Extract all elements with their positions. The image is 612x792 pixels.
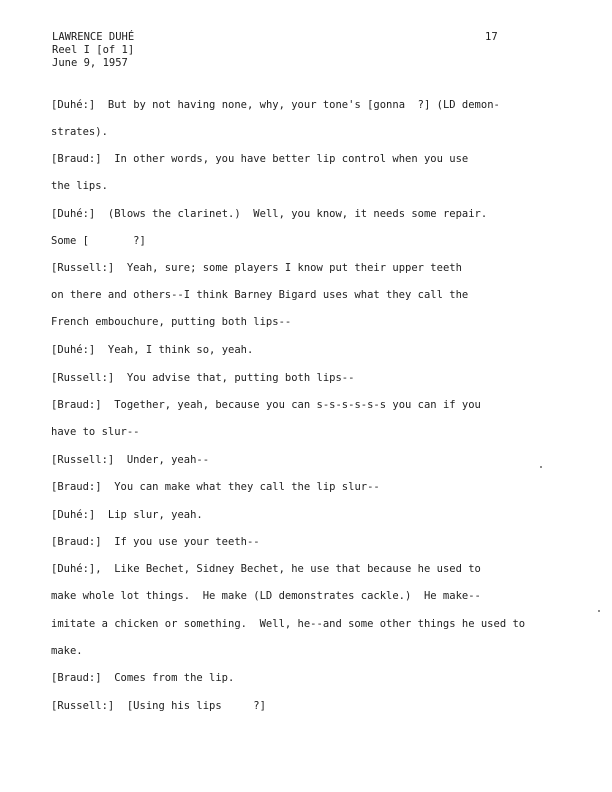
- line-text: on there and others--I think Barney Bigard uses what they call the: [51, 289, 469, 301]
- speaker-label: [Russell:]: [51, 372, 115, 384]
- speaker-label: [Duhé:]: [51, 208, 96, 220]
- reel-label: Reel I [of 1]: [52, 44, 135, 56]
- line-text: imitate a chicken or something. Well, he--and some other things he used to: [51, 618, 526, 630]
- line-text: Under, yeah--: [114, 454, 210, 466]
- line-text: make whole lot things. He make (LD demonstrates cackle.) He make--: [51, 590, 481, 602]
- scan-speck: [540, 466, 542, 468]
- line-text: You advise that, putting both lips--: [114, 372, 355, 384]
- speaker-label: [Braud:]: [51, 536, 102, 548]
- transcript-line: [51, 509, 203, 522]
- speaker-label: [Braud:]: [51, 153, 102, 165]
- transcript-line: [51, 126, 108, 139]
- line-text: Some [ ?]: [51, 235, 146, 247]
- line-text: , Like Bechet, Sidney Bechet, he use that because he used to: [95, 563, 481, 575]
- line-text: Lip slur, yeah.: [95, 509, 203, 521]
- line-text: If you use your teeth--: [101, 536, 260, 548]
- transcript-line: [51, 454, 209, 467]
- transcript-line: [51, 481, 380, 494]
- transcript-line: [51, 344, 253, 357]
- line-text: make.: [51, 645, 83, 657]
- line-text: Yeah, sure; some players I know put their upper teeth: [114, 262, 462, 274]
- speaker-label: [Duhé:]: [51, 509, 96, 521]
- speaker-label: [Russell:]: [51, 262, 115, 274]
- transcript-line: [51, 672, 234, 685]
- line-text: But by not having none, why, your tone's [gonna ?] (LD demon-: [95, 99, 500, 111]
- line-text: have to slur--: [51, 426, 140, 438]
- transcript-line: [51, 426, 140, 439]
- transcript-line: [51, 180, 108, 193]
- transcript-line: [51, 289, 468, 302]
- interview-date: June 9, 1957: [52, 57, 128, 69]
- speaker-label: [Duhé:]: [51, 99, 96, 111]
- transcript-line: [51, 372, 354, 385]
- page-number: 17: [485, 31, 498, 43]
- transcript-line: [51, 316, 291, 329]
- line-text: [Using his lips ?]: [114, 700, 266, 712]
- transcript-line: [51, 645, 83, 658]
- transcript-line: [51, 262, 462, 275]
- line-text: You can make what they call the lip slur--: [101, 481, 380, 493]
- speaker-label: [Russell:]: [51, 454, 115, 466]
- speaker-label: [Duhé:]: [51, 563, 96, 575]
- speaker-label: [Braud:]: [51, 481, 102, 493]
- transcript-line: [51, 99, 500, 112]
- line-text: French embouchure, putting both lips--: [51, 316, 292, 328]
- transcript-line: [51, 208, 487, 221]
- transcript-line: [51, 399, 481, 412]
- transcript-line: [51, 700, 266, 713]
- transcript-line: [51, 153, 468, 166]
- speaker-label: [Braud:]: [51, 672, 102, 684]
- line-text: the lips.: [51, 180, 108, 192]
- line-text: strates).: [51, 126, 108, 138]
- speaker-label: [Duhé:]: [51, 344, 96, 356]
- transcript-line: [51, 536, 260, 549]
- interviewee-name: LAWRENCE DUHÉ: [52, 31, 135, 43]
- transcript-line: [51, 563, 481, 576]
- line-text: (Blows the clarinet.) Well, you know, it needs some repair.: [95, 208, 488, 220]
- line-text: Comes from the lip.: [101, 672, 235, 684]
- transcript-line: [51, 618, 525, 631]
- scan-speck: [598, 610, 600, 612]
- speaker-label: [Braud:]: [51, 399, 102, 411]
- line-text: In other words, you have better lip control when you use: [101, 153, 469, 165]
- transcript-line: [51, 590, 481, 603]
- line-text: Yeah, I think so, yeah.: [95, 344, 254, 356]
- speaker-label: [Russell:]: [51, 700, 115, 712]
- transcript-line: [51, 235, 146, 248]
- line-text: Together, yeah, because you can s-s-s-s-s-s you can if you: [101, 399, 481, 411]
